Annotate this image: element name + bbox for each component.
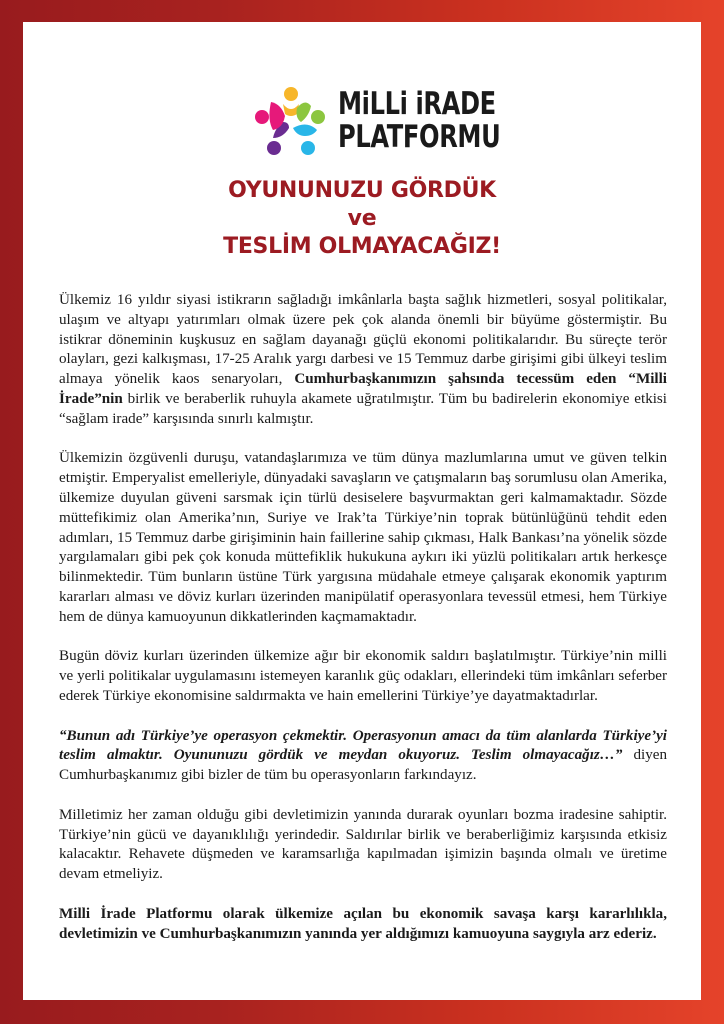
- headline-line-2: ve: [347, 206, 377, 231]
- statement-body: [59, 291, 667, 964]
- paragraph-5: Milletimiz her zaman olduğu gibi devletimizin yanında durarak oyunları bozma iradesine sahiptir. Türkiye’nin gücü ve dayanıklılığı yerindedir. Saldırılar birlik ve beraberliğimiz karşısında etkisiz kalacaktır. Rehavete düşmeden ve karamsarlığa kapılmadan işimizin başında olmalı ve üretime devam etmeliyiz.: [59, 806, 667, 883]
- logo-line-1: MiLLi iRADE: [338, 86, 496, 122]
- paragraph-1: [59, 291, 667, 430]
- paragraph-4: [59, 727, 667, 786]
- headline-line-3: TESLİM OLMAYACAĞIZ!: [223, 234, 501, 259]
- logo-line-2: PLATFORMU: [338, 119, 501, 155]
- paragraph-1-text-b: birlik ve beraberlik ruhuyla akamete uğratılmıştır. Tüm bu badirelerin ekonomiye etkisi “sağlam irade” karşısında sınırlı kalmıştır.: [59, 390, 667, 427]
- headline-line-1: OYUNUNUZU GÖRDÜK: [228, 178, 496, 203]
- paragraph-3: Bugün döviz kurları üzerinden ülkemize ağır bir ekonomik saldırı başlatılmıştır. Türkiye’nin milli ve yerli politikalar uygulamasını istemeyen karanlık güç odakları, ellerindeki tüm imkânları seferber ederek Türkiye ekonomisine saldırmakta ve hain emellerini Türkiye’ye dayatmaktadırlar.: [59, 648, 667, 704]
- paragraph-1-text-a: Ülkemiz 16 yıldır siyasi istikrarın sağladığı imkânlarla başta sağlık hizmetleri, sosyal politikalar, ulaşım ve altyapı yatırımları olmak üzere pek çok alanda önemli bir büyüme göstermiştir. Bu istikrar döneminin kuşkusuz en sağlam dayanağı güçlü ekonomi politikalarıdır. Bu süreçte terör olayları, gezi kalkışması, 17-25 Aralık yargı darbesi ve 15 Temmuz darbe girişimi gibi ülkeyi teslim almaya yönelik kaos senaryoları,: [59, 292, 667, 388]
- headline: [23, 177, 701, 261]
- paragraph-4-text: diyen Cumhurbaşkanımız gibi bizler de tüm bu operasyonların farkındayız.: [59, 747, 667, 784]
- document-page: [23, 22, 701, 1000]
- paragraph-2: Ülkemizin özgüvenli duruşu, vatandaşlarımıza ve tüm dünya mazlumlarına umut ve güven telkin etmiştir. Emperyalist emelleriyle, dünyadaki savaşların ve çatışmaların baş sorumlusu olan Amerika, ülkemize duyulan güveni sarsmak için türlü desiselere başvurmaktan geri kalmamaktadır. Sözde müttefikimiz olan Amerika’nın, Suriye ve Irak’ta Türkiye’nin toprak bütünlüğünü tehdit eden adımları, 15 Temmuz darbe girişiminin hain faillerine sahip çıkması, Halk Bankası’na yönelik sözde yargılamaları gibi pek çok konuda müttefiklik hukukuna aykırı iki yüzlü politikaları artık herkesçe bilinmektedir. Tüm bunların üstüne Türk yargısına müdahale etmeye çalışarak ekonomik yaptırım kararları alması ve döviz kurları üzerinden manipülatif operasyonlara tevessül etmesi, hem Türkiye hem de dünya kamuoyunun dikkatlerinden kaçmamaktadır.: [59, 450, 667, 625]
- closing-paragraph-text: Milli İrade Platformu olarak ülkemize açılan bu ekonomik savaşa karşı kararlılıkla, devletimizin ve Cumhurbaşkanımızın yanında yer aldığımızı kamuoyuna saygıyla arz ederiz.: [59, 905, 667, 942]
- logo-wordmark: [338, 88, 500, 154]
- closing-paragraph: [59, 905, 667, 945]
- people-circle-logo-icon: [253, 84, 329, 160]
- milli-irade-platformu-logo: [251, 82, 521, 162]
- paragraph-1-bold: Cumhurbaşkanımızın şahsında tecessüm eden “Milli İrade”nin: [59, 371, 667, 407]
- president-quote: “Bunun adı Türkiye’ye operasyon çekmektir. Operasyonun amacı da tüm alanlarda Türkiye’yi teslim almaktır. Oyununuzu gördük ve meydan okuyoruz. Teslim olmayacağız…”: [59, 727, 667, 764]
